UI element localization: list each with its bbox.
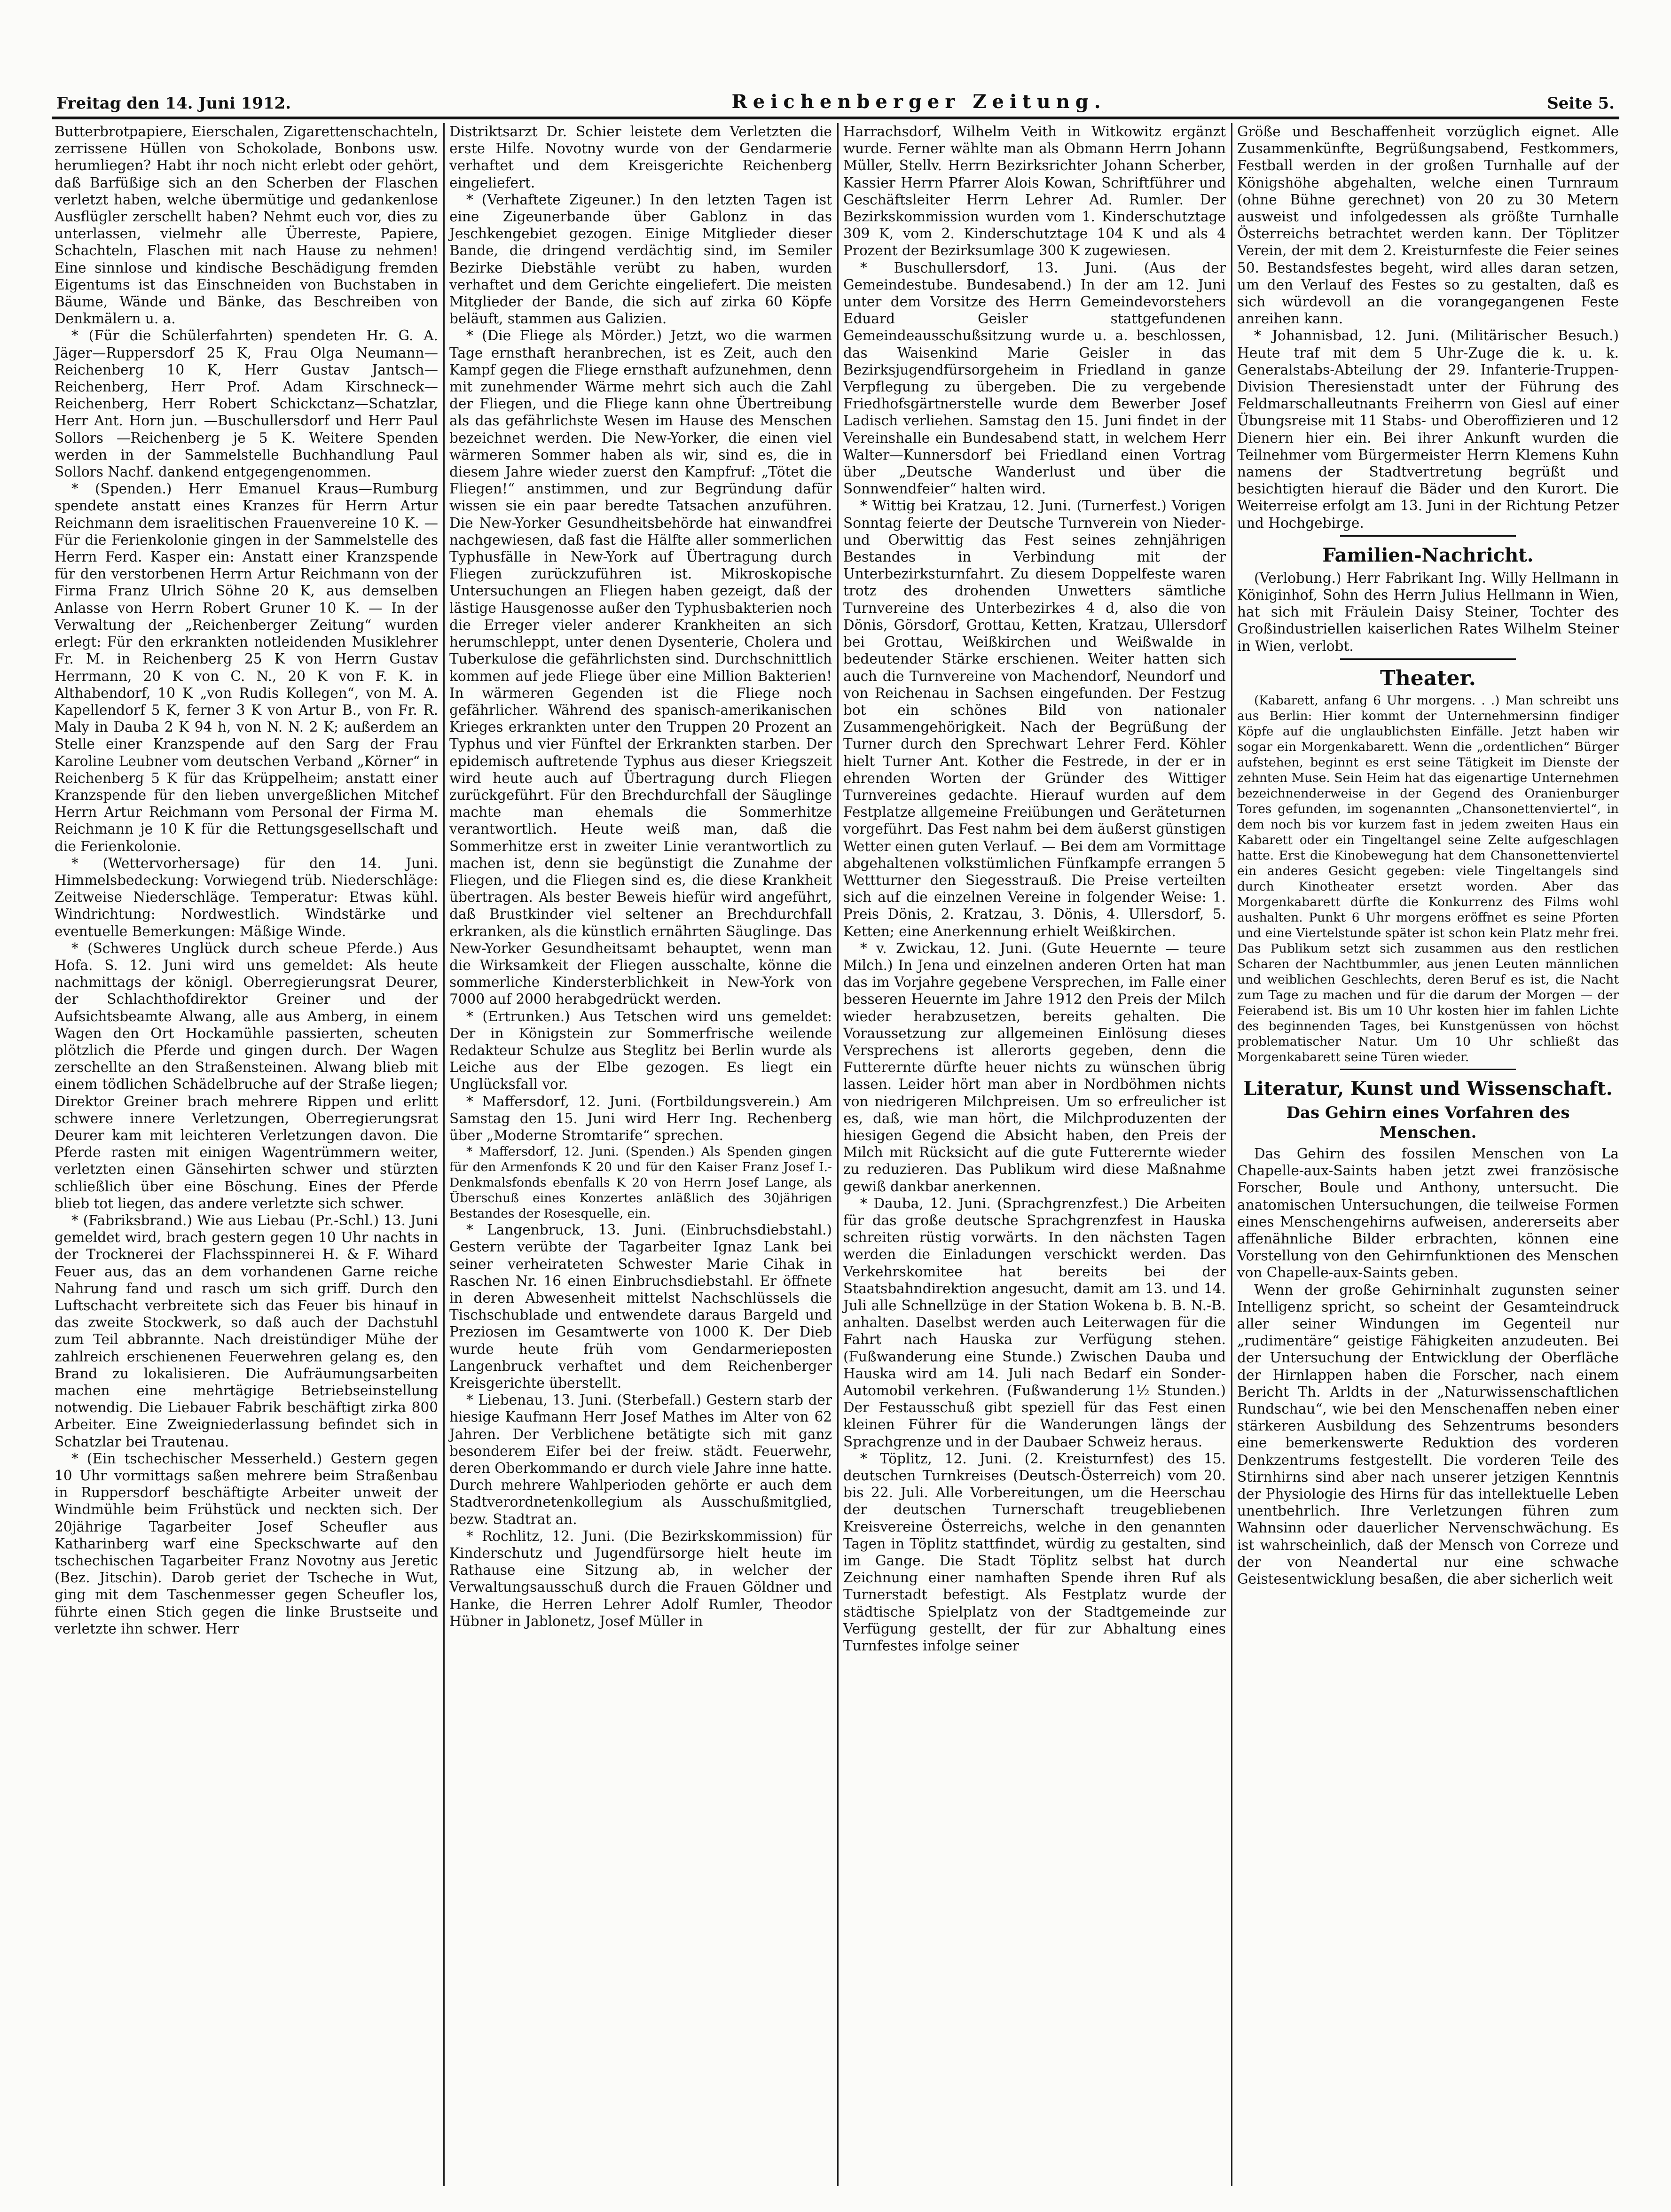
- article-paragraph: * (Die Fliege als Mörder.) Jetzt, wo die warmen Tage ernsthaft heranbrechen, ist es Zeit, auch den Kampf gegen die Fliege ernsthaft aufzunehmen, denn mit zunehmender Wärme mehrt sich auch die Zahl der Fliegen, und die Fliege kann ohne Übertreibung als das gefährlichste Wesen im Hause des Menschen bezeichnet werden. Die New-Yorker, die einen viel wärmeren Sommer haben als wir, sind es, die in diesem Jahre wieder zuerst den Kampfruf: „Tötet die Fliegen!“ anstimmen, und zur Begründung dafür wissen sie ein paar beredte Tatsachen anzuführen. Die New-Yorker Gesundheitsbehörde hat einwandfrei nachgewiesen, daß fast die Hälfte aller sommerlichen Typhusfälle in New-York auf Übertragung durch Fliegen zurückzuführen ist. Mikroskopische Untersuchungen an Fliegen haben gezeigt, daß der lästige Hausgenosse außer den Typhusbakterien noch die Erreger vieler anderer Krankheiten an sich herumschleppt, unter denen Dysenterie, Cholera und Tuberkulose die gefährlichsten sind. Durchschnittlich kommen auf jede Fliege über eine Million Bakterien! In wärmeren Gegenden ist die Fliege noch gefährlicher. Während des spanisch-amerikanischen Krieges erkrankten unter den Truppen 20 Prozent an Typhus und vier Fünftel der Erkrankten starben. Der epidemisch auftretende Typhus aus dieser Kriegszeit wird heute auch auf Übertragung durch Fliegen zurückgeführt. Für den Brechdurchfall der Säuglinge machte man ehemals die Sommerhitze verantwortlich. Heute weiß man, daß die Sommerhitze erst in zweiter Linie verantwortlich zu machen ist, denn sie begünstigt die Zunahme der Fliegen, und die Fliegen sind es, die diese Krankheit übertragen. Als bester Beweis hiefür wird angeführt, daß Brustkinder viel seltener an Brechdurchfall erkranken, als die künstlich ernährten Säuglinge. Das New-Yorker Gesundheitsamt behauptet, wenn man die Wirksamkeit der Fliegen ausschalte, könne die sommerliche Kindersterblichkeit in New-York von 7000 auf 2000 herabgedrückt werden.: [449, 328, 832, 1008]
- section-heading-literatur: Literatur, Kunst und Wissenschaft.: [1243, 1077, 1613, 1100]
- article-paragraph: * (Schweres Unglück durch scheue Pferde.) Aus Hofa. S. 12. Juni wird uns gemeldet: Als heute nachmittags der königl. Oberregierungsrat Deurer, der Schlachthofdirektor Greiner und der Aufsichtsbeamte Alwang, alle aus Amberg, in einem Wagen den Ort Hockamühle passierten, scheuten plötzlich die Pferde und gingen durch. Der Wagen zerschellte an den Straßensteinen. Alwang blieb mit einem tödlichen Schädelbruche auf der Straße liegen; Direktor Greiner brach mehrere Rippen und erlitt schwere innere Verletzungen, Oberregierungsrat Deurer kam mit leichteren Verletzungen davon. Die Pferde rasten mit einigen Wagentrümmern weiter, verletzten einen Gänsehirten schwer und stürzten schließlich über eine Böschung. Eines der Pferde blieb tot liegen, das andere verletzte sich schwer.: [55, 940, 438, 1212]
- article-paragraph: * Johannisbad, 12. Juni. (Militärischer Besuch.) Heute traf mit dem 5 Uhr-Zuge die k. u. k. Generalstabs-Abteilung der 29. Infanterie-Truppen-Division Theresienstadt unter der Führung des Feldmarschalleutnants Freiherrn von Giesl auf einer Übungsreise mit 11 Stabs- und Oberoffizieren und 12 Dienern hier ein. Bei ihrer Ankunft wurden die Teilnehmer vom Bürgermeister Herrn Klemens Kuhn namens der Stadtvertretung begrüßt und besichtigten hierauf die Bäder und den Kurort. Die Weiterreise erfolgt am 13. Juni in der Richtung Petzer und Hochgebirge.: [1237, 328, 1619, 531]
- column-divider: [443, 123, 445, 2186]
- article-paragraph: * Rochlitz, 12. Juni. (Die Bezirkskommission) für Kinderschutz und Jugendfürsorge hielt heute im Rathause eine Sitzung ab, in welcher der Verwaltungsausschuß durch die Frauen Göldner und Hanke, die Herren Lehrer Adolf Rumler, Theodor Hübner in Jablonetz, Josef Müller in: [449, 1528, 832, 1629]
- column-divider: [1231, 123, 1232, 2186]
- article-paragraph: * Maffersdorf, 12. Juni. (Fortbildungsverein.) Am Samstag den 15. Juni wird Herr Ing. Rechenberg über „Moderne Stromtarife“ sprechen.: [449, 1093, 832, 1143]
- article-paragraph: * v. Zwickau, 12. Juni. (Gute Heuernte — teure Milch.) In Jena und einzelnen anderen Orten hat man das im Vorjahre gegebene Versprechen, im Falle einer besseren Heuernte im Jahre 1912 den Preis der Milch wieder herabzusetzen, bereits gehalten. Die Voraussetzung zur allgemeinen Einlösung dieses Versprechens ist allerorts gegeben, denn die Futterernte dürfte heuer nichts zu wünschen übrig lassen. Leider hört man aber in Nordböhmen nichts von niedrigeren Milchpreisen. Um so erfreulicher ist es, daß, wie man hört, die Milchproduzenten der hiesigen Gegend die Absicht haben, den Preis der Milch mit Rücksicht auf die gute Futterernte wieder zu reduzieren. Das Publikum wird diese Maßnahme gewiß dankbar anerkennen.: [843, 940, 1226, 1195]
- article-paragraph: * (Fabriksbrand.) Wie aus Liebau (Pr.-Schl.) 13. Juni gemeldet wird, brach gestern gegen 10 Uhr nachts in der Trocknerei der Flachsspinnerei H. & F. Wihard Feuer aus, das an dem vorhandenen Garne reiche Nahrung fand und rasch um sich griff. Durch den Luftschacht verbreitete sich das Feuer bis hinauf in das zweite Stockwerk, so daß auch der Dachstuhl zum Teil abbrannte. Nach dreistündiger Mühe der zahlreich erschienenen Feuerwehren gelang es, den Brand zu lokalisieren. Die Aufräumungsarbeiten machen eine mehrtägige Betriebseinstellung notwendig. Die Liebauer Fabrik beschäftigt zirka 800 Arbeiter. Eine Zweigniederlassung befindet sich in Schatzlar bei Trautenau.: [55, 1212, 438, 1450]
- article-paragraph: * Buschullersdorf, 13. Juni. (Aus der Gemeindestube. Bundesabend.) In der am 12. Juni unter dem Vorsitze des Herrn Gemeindevorstehers Eduard Geisler stattgefundenen Gemeindeausschußsitzung wurde u. a. beschlossen, das Waisenkind Marie Geisler in das Bezirksjugendfürsorgeheim in Friedland in ganze Verpflegung zu übergeben. Die zu vergebende Friedhofsgärtnerstelle wurde dem Bewerber Josef Ladisch verliehen. Samstag den 15. Juni findet in der Vereinshalle ein Bundesabend statt, in welchem Herr Walter—Kunnersdorf bei Friedland einen Vortrag über „Deutsche Wanderlust und über die Sonnwendfeier“ halten wird.: [843, 259, 1226, 497]
- header-date: Freitag den 14. Juni 1912.: [56, 94, 291, 113]
- article-paragraph: * Dauba, 12. Juni. (Sprachgrenzfest.) Die Arbeiten für das große deutsche Sprachgrenzfest in Hauska schreiten rüstig vorwärts. In den nächsten Tagen werden die Einladungen verschickt werden. Das Verkehrskomitee hat bereits bei der Staatsbahndirektion angesucht, damit am 13. und 14. Juli alle Schnellzüge in der Station Wokena b. B. N.-B. anhalten. Daselbst werden auch Leiterwagen für die Fahrt nach Hauska zur Verfügung stehen. (Fußwanderung eine Stunde.) Zwischen Dauba und Hauska wird am 14. Juli nach Bedarf ein Sonder-Automobil verkehren. (Fußwanderung 1½ Stunden.) Der Festausschuß gibt speziell für das Fest einen kleinen Führer für die Wanderungen längs der Sprachgrenze und in der Daubaer Schweiz heraus.: [843, 1195, 1226, 1450]
- article-paragraph: * (Spenden.) Herr Emanuel Kraus—Rumburg spendete anstatt eines Kranzes für Herrn Artur Reichmann dem israelitischen Frauenvereine 10 K. — Für die Ferienkolonie gingen in der Sammelstelle des Herrn Ferd. Kasper ein: Anstatt einer Kranzspende für den verstorbenen Herrn Artur Reichmann von der Firma Franz Ulrich Söhne 20 K, aus demselben Anlasse von Herrn Robert Gruner 10 K. — In der Verwaltung der „Reichenberger Zeitung“ wurden erlegt: Für den erkrankten notleidenden Musiklehrer Fr. M. in Reichenberg 25 K von Herrn Gustav Herrmann, 20 K von C. N., 20 K von F. K. in Althabendorf, 10 K „von Rudis Kollegen“, von M. A. Kapellendorf 5 K, ferner 3 K von Artur B., von Fr. R. Maly in Dauba 2 K 94 h, von N. N. 2 K; außerdem an Stelle einer Kranzspende auf den Sarg der Frau Karoline Leubner vom deutschen Verband „Körner“ in Reichenberg 5 K für das Krüppelheim; anstatt einer Kranzspende für den lieben unvergeßlichen Mitchef Herrn Artur Reichmann vom Personal der Firma M. Reichmann je 10 K für die Rettungsgesellschaft und die Ferienkolonie.: [55, 481, 438, 854]
- article-paragraph: (Verlobung.) Herr Fabrikant Ing. Willy Hellmann in Königinhof, Sohn des Herrn Julius Hellmann in Wien, hat sich mit Fräulein Daisy Steiner, Tochter des Großindustriellen kaiserlichen Rates Wilhelm Steiner in Wien, verlobt.: [1237, 570, 1619, 654]
- article-paragraph: Größe und Beschaffenheit vorzüglich eignet. Alle Zusammenkünfte, Begrüßungsabend, Festkommers, Festball werden in der großen Turnhalle auf der Königshöhe abgehalten, welche einen Turnraum (ohne Bühne gerechnet) von 20 zu 30 Metern ausweist und infolgedessen als größte Turnhalle Österreichs betrachtet werden kann. Der Töplitzer Verein, der mit dem 2. Kreisturnfeste die Feier seines 50. Bestandsfestes begeht, wird alles daran setzen, um den Verlauf des Festes so zu gestalten, daß es sich würdevoll an die vorangegangenen Feste anreihen kann.: [1237, 124, 1619, 327]
- header-rule: [52, 117, 1619, 119]
- section-rule: [1340, 658, 1516, 660]
- article-subheading: Das Gehirn eines Vorfahren des Menschen.: [1286, 1103, 1570, 1142]
- article-paragraph: * (Verhaftete Zigeuner.) In den letzten Tagen ist eine Zigeunerbande über Gablonz in das Jeschkengebiet gezogen. Einige Mitglieder dieser Bande, die dringend verdächtig sind, im Semiler Bezirke Diebstähle verübt zu haben, wurden verhaftet und dem Gerichte eingeliefert. Die meisten Mitglieder der Bande, die sich auf zirka 60 Köpfe beläuft, stammen aus Galizien.: [449, 191, 832, 327]
- article-paragraph: Harrachsdorf, Wilhelm Veith in Witkowitz ergänzt wurde. Ferner wählte man als Obmann Herrn Johann Müller, Stellv. Herrn Bezirksrichter Johann Scherber, Kassier Herrn Pfarrer Alois Kowan, Schriftführer und Geschäftsleiter Herrn Lehrer Ad. Rumler. Der Bezirkskommission wurden vom 1. Kinderschutztage 309 K, vom 2. Kinderschutztage 104 K und als 4 Prozent der Bezirksumlage 300 K zugewiesen.: [843, 124, 1226, 259]
- article-paragraph: Butterbrotpapiere, Eierschalen, Zigarettenschachteln, zerrissene Hüllen von Schokolade, Bonbons usw. herumliegen? Habt ihr noch nicht erlebt oder gehört, daß Barfüßige sich an den Scherben der Flaschen verletzt haben, welche übermütige und gedankenlose Ausflügler zerschellt haben? Nehmt euch vor, dies zu unterlassen, vielmehr alle Überreste, Papiere, Schachteln, Flaschen mit nach Hause zu nehmen! Eine sinnlose und kindische Beschädigung fremden Eigentums ist das Einschneiden von Buchstaben in Bäume, Wände und Bänke, das Beschreiben von Denkmälern u. a.: [55, 124, 438, 327]
- article-paragraph: Das Gehirn des fossilen Menschen von La Chapelle-aux-Saints haben jetzt zwei französische Forscher, Boule und Anthony, untersucht. Die anatomischen Untersuchungen, die teilweise Formen eines Menschengehirns aufweisen, andererseits aber affenähnliche Bilder erbrachten, können eine Vorstellung von den Gehirnfunktionen des Menschen von Chapelle-aux-Saints geben.: [1237, 1145, 1619, 1281]
- section-rule: [1340, 1069, 1516, 1070]
- article-paragraph: (Kabarett, anfang 6 Uhr morgens. . .) Man schreibt uns aus Berlin: Hier kommt der Unternehmersinn findiger Köpfe auf die unglaublichsten Einfälle. Jetzt haben wir sogar ein Morgenkabarett. Wenn die „ordentlichen“ Bürger aufstehen, beginnt es erst seine Tätigkeit im Dienste der zehnten Muse. Sein Heim hat das eigenartige Unternehmen bezeichnenderweise in der Gegend des Oranienburger Tores gefunden, im sogenannten „Chansonettenviertel“, in dem noch bis vor kurzem fast in jedem zweiten Haus ein Kabarett oder ein Tingeltangel seine Zelte aufgeschlagen hatte. Erst die Kinobewegung hat dem Chansonettenviertel ein anderes Gesicht gegeben: viele Tingeltangels sind durch Kinotheater ersetzt worden. Aber das Morgenkabarett dürfte die Konkurrenz des Films wohl aushalten. Punkt 6 Uhr morgens eröffnet es seine Pforten und eine Viertelstunde später ist schon kein Platz mehr frei. Das Publikum setzt sich zusammen aus den restlichen Scharen der Nachtbummler, aus jenen Leuten männlichen und weiblichen Geschlechts, deren Beruf es ist, die Nacht zum Tage zu machen und für die darum der Morgen — der Feierabend ist. Bis um 10 Uhr kosten hier im fahlen Lichte des beginnenden Tages, bei Kunstgenüssen von höchst problematischer Natur. Um 10 Uhr schließt das Morgenkabarett seine Türen wieder.: [1237, 693, 1619, 1064]
- article-paragraph: Wenn der große Gehirninhalt zugunsten seiner Intelligenz spricht, so scheint der Gesamteindruck aller seiner Windungen im Gegenteil nur „rudimentäre“ geistige Fähigkeiten anzudeuten. Bei der Untersuchung der Entwicklung der Oberfläche der Hirnlappen haben die Forscher, nach einem Bericht Th. Arldts in der „Naturwissenschaftlichen Rundschau“, wie bei den Menschenaffen neben einer stärkeren Ausbildung des Sehzentrums besonders eine bemerkenswerte Reduktion des vorderen Denkzentrums festgestellt. Die vorderen Teile des Stirnhirns sind aber nach unserer jetzigen Kenntnis der Physiologie des Hirns für das intellektuelle Leben unentbehrlich. Ihre Verletzungen führen zum Wahnsinn oder dauerlicher Nervenschwächung. Es ist wahrscheinlich, daß der Mensch von Correze und der von Neandertal nur eine schwache Geistesentwicklung besaßen, die aber sicherlich weit: [1237, 1282, 1619, 1587]
- page-number: Seite 5.: [1547, 94, 1615, 113]
- article-paragraph: * Langenbruck, 13. Juni. (Einbruchsdiebstahl.) Gestern verübte der Tagarbeiter Ignaz Lank bei seiner verheirateten Schwester Marie Cihak in Raschen Nr. 16 einen Einbruchsdiebstahl. Er öffnete in deren Abwesenheit mittelst Nachschlüssels die Tischschublade und entwendete daraus Bargeld und Preziosen im Gesamtwerte von 1000 K. Der Dieb wurde heute früh vom Gendarmerieposten Langenbruck verhaftet und dem Reichenberger Kreisgerichte überstellt.: [449, 1222, 832, 1391]
- article-paragraph: * Maffersdorf, 12. Juni. (Spenden.) Als Spenden gingen für den Armenfonds K 20 und für den Kaiser Franz Josef I.-Denkmalsfonds ebenfalls K 20 von Herrn Josef Lange, als Überschuß eines Konzertes anläßlich des 30jährigen Bestandes der Rosesquelle, ein.: [449, 1144, 832, 1221]
- column-2: [447, 123, 835, 2186]
- section-rule: [1340, 535, 1516, 537]
- article-paragraph: * Töplitz, 12. Juni. (2. Kreisturnfest) des 15. deutschen Turnkreises (Deutsch-Österreich) vom 20. bis 22. Juli. Alle Vorbereitungen, um die Heerschau der deutschen Turnerschaft treugebliebenen Kreisvereine Österreichs, welche in den genannten Tagen in Töplitz stattfindet, würdig zu gestalten, sind im Gange. Die Stadt Töplitz selbst hat durch Zeichnung einer namhaften Spende ihren Ruf als Turnerstadt befestigt. Als Festplatz wurde der städtische Spielplatz von der Stadtgemeinde zur Verfügung gestellt, der für zur Abhaltung eines Turnfestes infolge seiner: [843, 1450, 1226, 1654]
- article-paragraph: * (Ertrunken.) Aus Tetschen wird uns gemeldet: Der in Königstein zur Sommerfrische weilende Redakteur Schulze aus Steglitz bei Berlin wurde als Leiche aus der Elbe gezogen. Es liegt ein Unglücksfall vor.: [449, 1008, 832, 1093]
- section-heading-familie: Familien-Nachricht.: [1322, 544, 1534, 566]
- column-divider: [837, 123, 839, 2186]
- article-paragraph: * (Wettervorhersage) für den 14. Juni. Himmelsbedeckung: Vorwiegend trüb. Niederschläge: Zeitweise Niederschläge. Temperatur: Etwas kühl. Windrichtung: Nordwestlich. Windstärke und eventuelle Bemerkungen: Mäßige Winde.: [55, 855, 438, 939]
- masthead: Reichenberger Zeitung.: [731, 91, 1106, 113]
- column-4: [1234, 123, 1622, 2186]
- column-3: [840, 123, 1229, 2186]
- article-paragraph: Distriktsarzt Dr. Schier leistete dem Verletzten die erste Hilfe. Novotny wurde von der Gendarmerie verhaftet und dem Kreisgerichte Reichenberg eingeliefert.: [449, 124, 832, 191]
- page-header: [56, 80, 1615, 113]
- columns: [52, 123, 1622, 2186]
- article-paragraph: * Wittig bei Kratzau, 12. Juni. (Turnerfest.) Vorigen Sonntag feierte der Deutsche Turnverein von Nieder- und Oberwittig das Fest seines zehnjährigen Bestandes in Verbindung mit der Unterbezirksturnfahrt. Zu diesem Doppelfeste waren trotz des drohenden Unwetters sämtliche Turnvereine des Unterbezirkes 4 d, also die von Dönis, Görsdorf, Grottau, Ketten, Kratzau, Ullersdorf bei Grottau, Weißkirchen und Weißwalde in bedeutender Stärke erschienen. Weiter hatten sich auch die Turnvereine von Machendorf, Neundorf und von Reichenau in Sachsen eingefunden. Der Festzug bot ein schönes Bild von nationaler Zusammengehörigkeit. Nach der Begrüßung der Turner durch den Sprechwart Lehrer Ferd. Köhler hielt Turner Ant. Kother die Festrede, in der er in ehrenden Worten der Gründer des Wittiger Turnvereines gedachte. Hierauf wurden auf dem Festplatze allgemeine Freiübungen und Geräteturnen vorgeführt. Das Fest nahm bei dem äußerst günstigen Wetter einen guten Verlauf. — Bei dem am Vormittage abgehaltenen volkstümlichen Fünfkampfe errangen 5 Wettturner den Siegesstrauß. Die Preise verteilten sich auf die einzelnen Vereine in folgender Weise: 1. Preis Dönis, 2. Kratzau, 3. Dönis, 4. Ullersdorf, 5. Ketten; eine Anerkennung erhielt Weißkirchen.: [843, 498, 1226, 939]
- article-paragraph: * Liebenau, 13. Juni. (Sterbefall.) Gestern starb der hiesige Kaufmann Herr Josef Mathes im Alter von 62 Jahren. Der Verblichene betätigte sich mit ganz besonderem Eifer bei der freiw. städt. Feuerwehr, deren Oberkommando er durch viele Jahre inne hatte. Durch mehrere Wahlperioden gehörte er auch dem Stadtverordnetenkollegium als Ausschußmitglied, bezw. Stadtrat an.: [449, 1392, 832, 1527]
- article-paragraph: * (Ein tschechischer Messerheld.) Gestern gegen 10 Uhr vormittags saßen mehrere beim Straßenbau in Ruppersdorf beschäftigte Arbeiter unweit der Windmühle beim Frühstück und neckten sich. Der 20jährige Tagarbeiter Josef Scheufler aus Katharinberg warf eine Speckschwarte auf den tschechischen Tagarbeiter Franz Novotny aus Jeretic (Bez. Jitschin). Darob geriet der Tscheche in Wut, ging mit dem Taschenmesser gegen Scheufler los, führte einen Stich gegen die linke Brustseite und verletzte ihn schwer. Herr: [55, 1450, 438, 1637]
- column-1: [52, 123, 441, 2186]
- section-heading-theater: Theater.: [1380, 666, 1476, 690]
- article-paragraph: * (Für die Schülerfahrten) spendeten Hr. G. A. Jäger—Ruppersdorf 25 K, Frau Olga Neumann—Reichenberg 10 K, Herr Gustav Jantsch—Reichenberg, Herr Prof. Adam Kirschneck—Reichenberg, Herr Robert Schickctanz—Schatzlar, Herr Ant. Horn jun. —Buschullersdorf und Herr Paul Sollors —Reichenberg je 5 K. Weitere Spenden werden in der Sammelstelle Buchhandlung Paul Sollors Nachf. dankend entgegengenommen.: [55, 328, 438, 480]
